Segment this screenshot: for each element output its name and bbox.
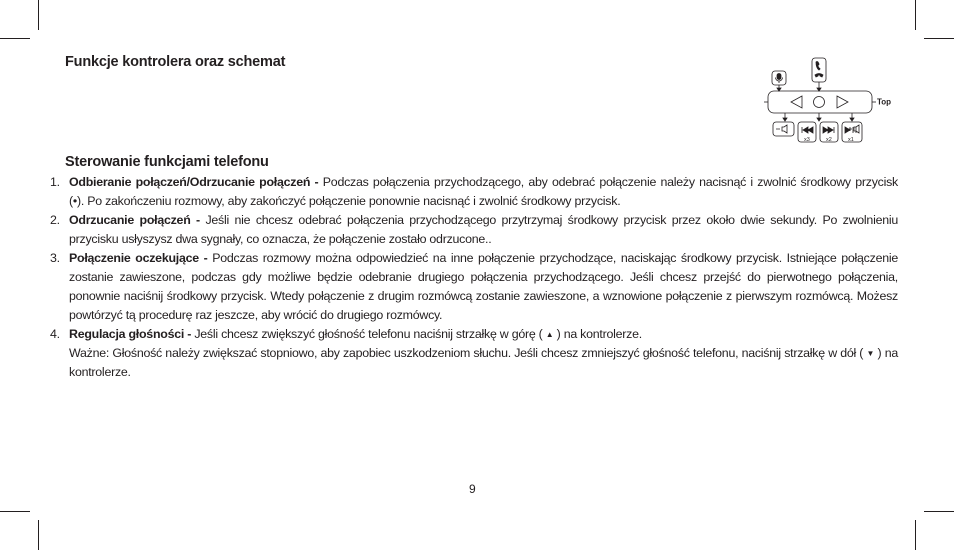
item-label: Regulacja głośności - bbox=[69, 327, 192, 341]
controller-body bbox=[768, 91, 872, 113]
controller-diagram bbox=[764, 58, 896, 148]
item-number: 4. bbox=[50, 327, 60, 341]
item-text: Podczas połączenia przychodzącego, aby odebrać połączenie należy nacisnąć i zwolnić środkowy przycisk (•). Po zakończeniu rozmowy, aby zakończyć połączenie ponownie nacisnąć i zwolnić środkowy przycisk. bbox=[69, 175, 898, 208]
diagram-top-label: Top bbox=[877, 97, 892, 107]
up-arrow-icon: ▲ bbox=[545, 330, 554, 339]
left-arrow-button bbox=[791, 96, 802, 108]
item-text: Podczas rozmowy można odpowiedzieć na inne połączenie przychodzące, naciskając środkowy przycisk. Istniejące połączenie zostanie zawieszone, podczas gdy możliwe będzie odebranie drugiego połączenia przychodzącego. Jeśli chcesz przejść do pierwotnego połączenia, ponownie naciśnij środkowy przycisk. Wtedy połączenie z drugim rozmówcą zostanie zawieszone, a wznowione połączenie z pierwszym rozmówcą. Możesz powtórzyć tą procedurę raz jeszcze, aby wrócić do drugiego rozmówcy. bbox=[69, 251, 898, 322]
note-text: Ważne: Głośność należy zwiększać stopniowo, aby zapobiec uszkodzeniom słuchu. Jeśli chcesz zmniejszyć głośność telefonu, naciśnij strzałkę w dół ( bbox=[69, 346, 867, 360]
list-item-answer-end-call bbox=[50, 173, 898, 211]
crop-mark-bottom-right-v bbox=[915, 520, 916, 550]
list-item-call-waiting bbox=[50, 249, 898, 325]
center-button bbox=[814, 97, 825, 108]
crop-mark-top-right-h bbox=[924, 38, 954, 39]
item-label: Odrzucanie połączeń - bbox=[69, 213, 200, 227]
button-label-x3: x3 bbox=[804, 137, 810, 143]
list-item-volume bbox=[50, 325, 898, 344]
phone-controls-title: Sterowanie funkcjami telefonu bbox=[65, 154, 269, 170]
item-number: 3. bbox=[50, 251, 60, 265]
down-arrow-icon: ▼ bbox=[866, 349, 875, 358]
list-item-reject-call bbox=[50, 211, 898, 249]
button-label-x2: x2 bbox=[826, 137, 832, 143]
page-number: 9 bbox=[469, 482, 476, 496]
crop-mark-top-left-h bbox=[0, 38, 30, 39]
crop-mark-bottom-right-h bbox=[924, 511, 954, 512]
item-label: Odbieranie połączeń/Odrzucanie połączeń - bbox=[69, 175, 319, 189]
item-text: Jeśli nie chcesz odebrać połączenia przychodzącego przytrzymaj środkowy przycisk przez około dwie sekundy. Po zwolnieniu przycisku usłyszysz dwa sygnały, co oznacza, że połączenie zostało odrzucone.. bbox=[69, 213, 898, 246]
crop-mark-bottom-left-h bbox=[0, 511, 30, 512]
crop-mark-top-left-v bbox=[38, 0, 39, 30]
item-number: 1. bbox=[50, 175, 60, 189]
volume-warning-note bbox=[50, 344, 898, 382]
button-label-x1: x1 bbox=[848, 137, 854, 143]
section-title: Funkcje kontrolera oraz schemat bbox=[65, 54, 286, 70]
item-text: Jeśli chcesz zwiększyć głośność telefonu naciśnij strzałkę w górę ( bbox=[191, 327, 546, 341]
instruction-list bbox=[50, 173, 898, 382]
item-text: ) na kontrolerze. bbox=[553, 327, 642, 341]
crop-mark-top-right-v bbox=[915, 0, 916, 30]
crop-mark-bottom-left-v bbox=[38, 520, 39, 550]
item-number: 2. bbox=[50, 213, 60, 227]
item-label: Połączenie oczekujące - bbox=[69, 251, 208, 265]
right-arrow-button bbox=[837, 96, 848, 108]
note-text: ) na kontrolerze. bbox=[69, 346, 898, 379]
